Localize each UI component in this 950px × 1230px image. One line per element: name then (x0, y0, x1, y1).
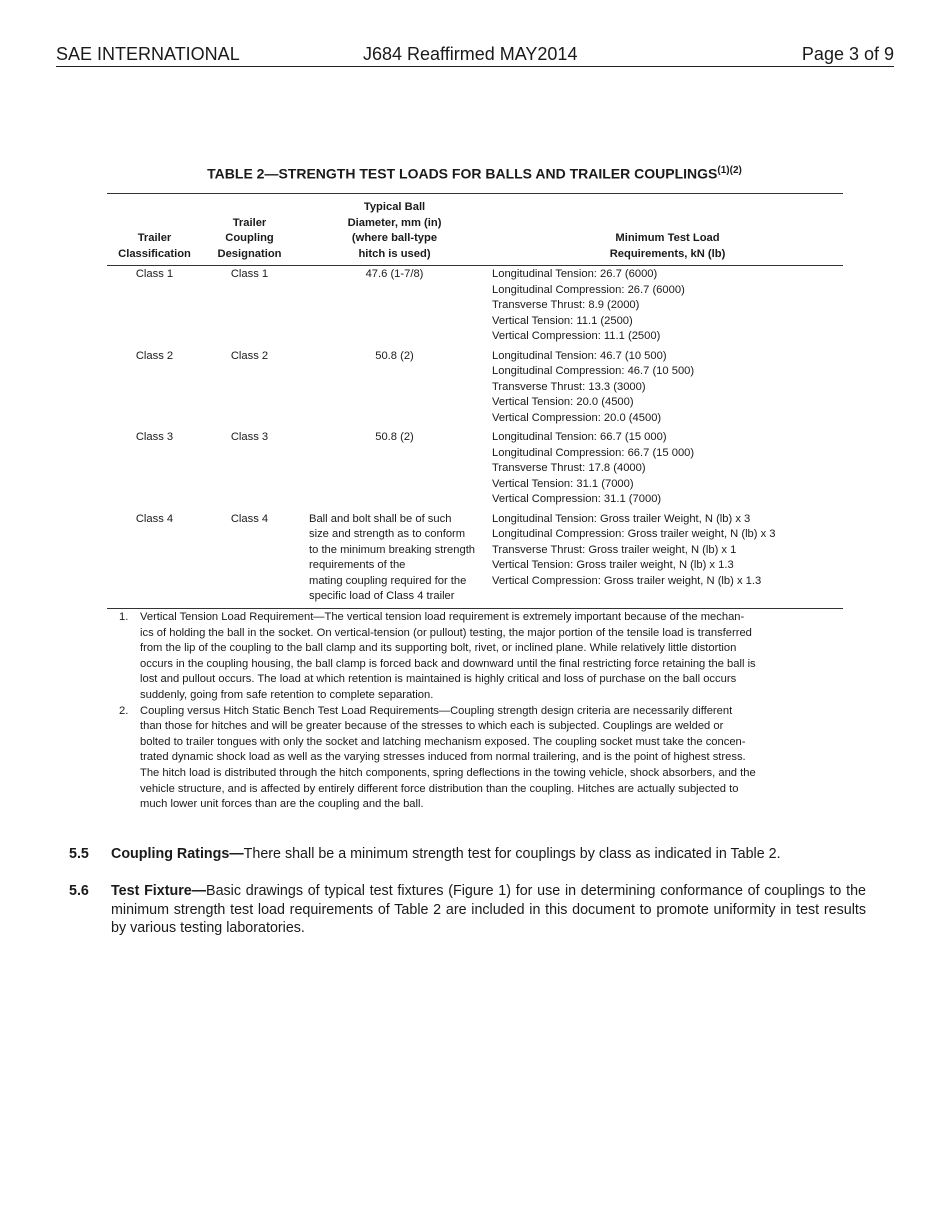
table-row (107, 511, 843, 609)
cell-diameter (297, 266, 492, 348)
text-line: Longitudinal Tension: 66.7 (15 000) (492, 431, 667, 443)
section-title: Test Fixture— (111, 883, 207, 899)
footnote-number: 2. (119, 704, 129, 717)
footnote-number: 1. (119, 611, 129, 623)
text-line: Transverse Thrust: 17.8 (4000) (492, 462, 646, 474)
text-line: Longitudinal Compression: 46.7 (10 500) (492, 365, 695, 377)
cell-classification: Class 3 (135, 431, 174, 443)
table-row (107, 429, 843, 511)
text-line: trated dynamic shock load as well as the varying stresses induced from normal trailering, and is the point of highest stress. (140, 751, 746, 764)
cell-designation: Class 1 (230, 268, 269, 280)
cell-designation: Class 4 (202, 511, 297, 609)
text-line: 50.8 (2) (375, 431, 414, 443)
text-line: lost and pullout occurs. The load at which retention is maintained is highly critical and loss of purchase on the ball occurs (140, 673, 737, 686)
cell-designation: Class 3 (230, 431, 269, 443)
cell-diameter (297, 429, 492, 511)
text-line: 50.8 (2) (375, 349, 414, 362)
text-line: Vertical Tension Load Requirement—The vertical tension load requirement is extremely important because of the mechan- (140, 611, 745, 623)
cell-classification: Class 2 (135, 349, 174, 362)
text-line: (where ball-type (351, 232, 438, 244)
header-doc-id: J684 Reaffirmed MAY2014 (363, 44, 578, 64)
text-line: mating coupling required for the (309, 574, 467, 587)
text-line: Vertical Compression: 11.1 (2500) (492, 330, 661, 342)
text-line: Longitudinal Tension: 26.7 (6000) (492, 268, 658, 280)
header-requirements (492, 194, 843, 266)
cell-classification: Class 4 (107, 511, 202, 609)
text-line: Vertical Tension: Gross trailer weight, N (lb) x 1.3 (492, 559, 734, 571)
text-line: requirements of the (309, 559, 406, 571)
text-line: Diameter, mm (in) (347, 216, 442, 229)
text-line: Vertical Tension: 11.1 (2500) (492, 314, 633, 327)
cell-diameter (297, 511, 492, 609)
table-footnotes (119, 610, 819, 813)
text-line: Longitudinal Tension: 46.7 (10 500) (492, 349, 667, 362)
text-line: Transverse Thrust: 13.3 (3000) (492, 380, 646, 393)
section-5-6 (69, 882, 866, 938)
text-line: Classification (118, 247, 191, 260)
text-line: Vertical Compression: 20.0 (4500) (492, 411, 662, 424)
header-diameter (297, 194, 492, 266)
table-title-text: TABLE 2—STRENGTH TEST LOADS FOR BALLS AND TRAILER COUPLINGS (207, 165, 718, 182)
text-line: Designation (217, 247, 282, 260)
cell-requirements (492, 511, 843, 609)
text-line: Longitudinal Tension: Gross trailer Weight, N (lb) x 3 (492, 512, 751, 525)
footnote (119, 610, 819, 704)
footnote (119, 704, 819, 813)
text-line: occurs in the coupling housing, the ball clamp is forced back and downward until the final restricting force retaining the ball is (140, 657, 756, 670)
text-line: from the lip of the coupling to the ball clamp and its supporting bolt, rivet, or inclined plane. While relatively little distortion (140, 642, 737, 655)
cell-diameter (297, 348, 492, 430)
table-title (107, 165, 842, 182)
section-body: There shall be a minimum strength test for couplings by class as indicated in Table 2. (243, 846, 781, 862)
text-line: to the minimum breaking strength (309, 543, 476, 556)
text-line: Ball and bolt shall be of such (309, 512, 452, 525)
text-line: much lower unit forces than are the coupling and the ball. (140, 798, 424, 811)
table-title-footnote-refs: (1)(2) (717, 165, 742, 176)
text-line: specific load of Class 4 trailer (309, 590, 455, 602)
text-line: Vertical Tension: 31.1 (7000) (492, 477, 634, 490)
text-line: Longitudinal Compression: 66.7 (15 000) (492, 446, 695, 459)
cell-designation: Class 2 (230, 349, 269, 362)
footnote-text (140, 704, 819, 813)
header-page-number: Page 3 of 9 (801, 44, 894, 64)
text-line: Longitudinal Compression: 26.7 (6000) (492, 283, 685, 296)
text-line: Vertical Compression: Gross trailer weight, N (lb) x 1.3 (492, 574, 762, 587)
text-line: hitch is used) (358, 247, 431, 260)
header-org: SAE INTERNATIONAL (56, 44, 240, 64)
text-line: Requirements, kN (lb) (609, 247, 726, 260)
text-line: Coupling (225, 232, 274, 244)
table-row (107, 348, 843, 430)
section-body: Basic drawings of typical test fixtures (Figure 1) for use in determining conformance of couplings to the minimum strength test load requirements of Table 2 are included in this document to promote uniformity in test results by various testing laboratories. (111, 883, 866, 936)
text-line: size and strength as to conform (309, 528, 466, 540)
text-line: Trailer (137, 232, 172, 244)
text-line: ics of holding the ball in the socket. On vertical-tension (or pullout) testing, the major portion of the tensile load is transferred (140, 626, 752, 639)
section-5-5 (69, 845, 866, 864)
text-line: suddenly, going from safe retention to complete separation. (140, 688, 434, 701)
cell-requirements (492, 348, 843, 430)
text-line: 47.6 (1-7/8) (365, 268, 424, 280)
text-line: bolted to trailer tongues with only the socket and latching mechanism exposed. The coupling socket must take the concen- (140, 735, 746, 748)
header-classification (107, 194, 202, 266)
footnote-text (140, 610, 819, 704)
section-title: Coupling Ratings— (111, 846, 244, 862)
text-line: Vertical Compression: 31.1 (7000) (492, 493, 662, 505)
text-line: Transverse Thrust: Gross trailer weight, N (lb) x 1 (492, 543, 737, 556)
section-number: 5.5 (69, 846, 89, 862)
text-line: Typical Ball (363, 201, 426, 213)
cell-classification: Class 1 (135, 268, 174, 280)
cell-requirements (492, 429, 843, 511)
table-row (107, 266, 843, 348)
text-line: Minimum Test Load (615, 232, 720, 244)
text-line: Transverse Thrust: 8.9 (2000) (492, 299, 640, 311)
section-number: 5.6 (69, 883, 89, 899)
text-line: than those for hitches and will be greater because of the stresses to which each is subjected. Couplings are welded or (140, 720, 724, 733)
strength-test-table (107, 193, 843, 609)
header-designation (202, 194, 297, 266)
text-line: Trailer (232, 216, 267, 229)
text-line: Vertical Tension: 20.0 (4500) (492, 396, 634, 408)
text-line: The hitch load is distributed through the hitch components, spring deflections in the towing vehicle, shock absorbers, and the (140, 766, 756, 779)
page-header (56, 44, 894, 67)
text-line: Longitudinal Compression: Gross trailer weight, N (lb) x 3 (492, 528, 776, 540)
text-line: vehicle structure, and is affected by entirely different force distribution than the coupling. Hitches are actually subjected to (140, 782, 739, 795)
table-header-row (107, 194, 843, 266)
cell-requirements (492, 266, 843, 348)
text-line: Coupling versus Hitch Static Bench Test Load Requirements—Coupling strength design criteria are necessarily different (140, 704, 733, 717)
